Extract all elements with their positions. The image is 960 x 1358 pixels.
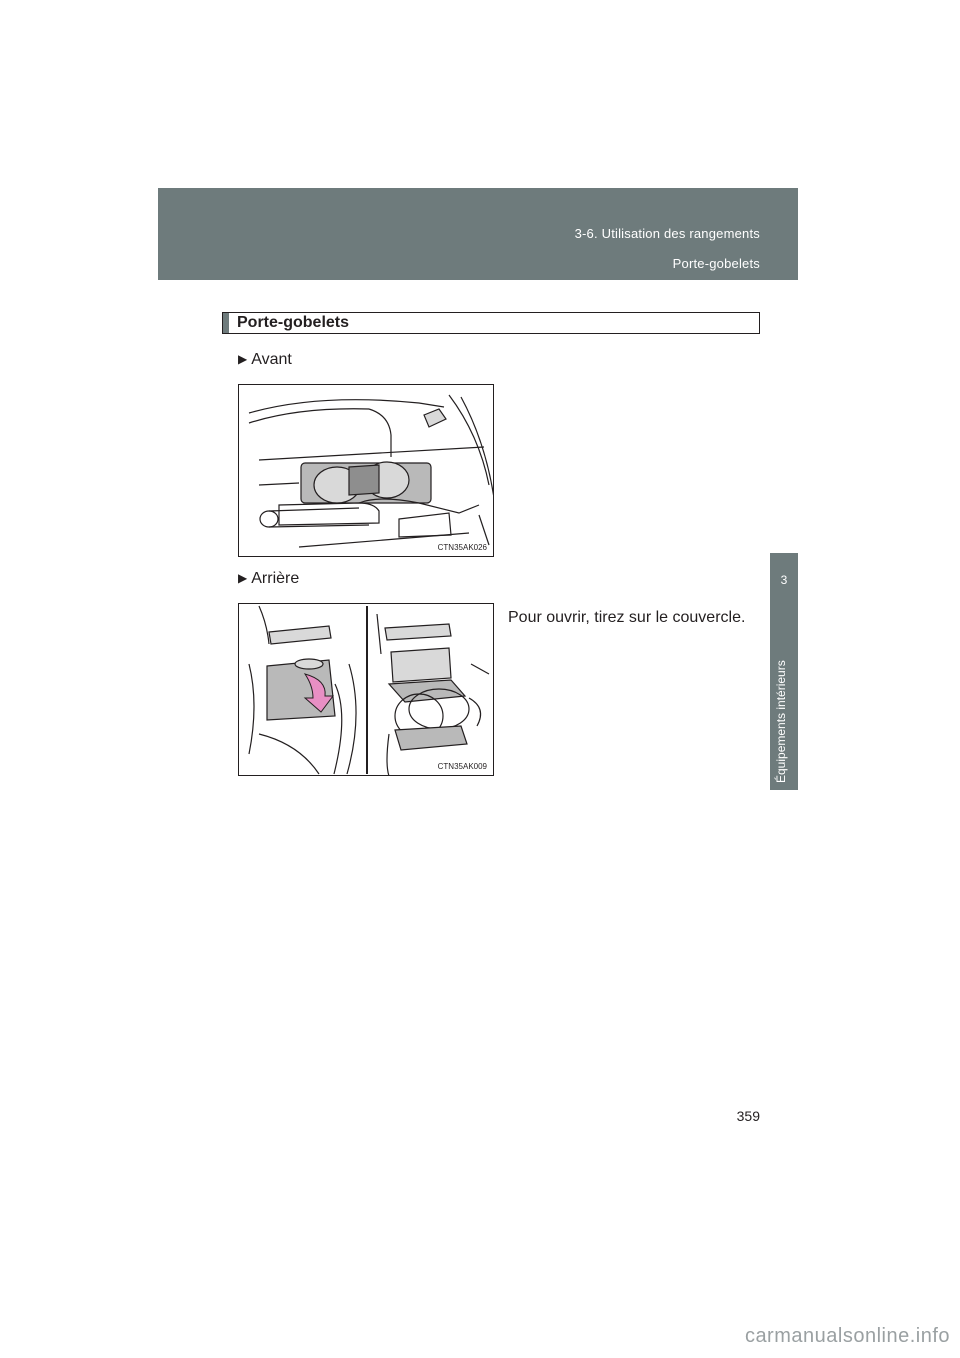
front-cupholder-illustration	[239, 385, 494, 557]
chapter-label: Équipements intérieurs	[774, 660, 788, 783]
section-heading	[222, 312, 760, 334]
section-heading-title: Porte-gobelets	[237, 314, 350, 331]
rear-cupholder-illustration	[239, 604, 494, 776]
figure-code-front: CTN35AK026	[437, 543, 487, 552]
bullet-front	[238, 351, 292, 369]
section-heading-accent	[223, 313, 229, 333]
chapter-side-tab[interactable]	[770, 553, 798, 790]
header-section-title: 3-6. Utilisation des rangements	[574, 226, 760, 241]
figure-code-rear: CTN35AK009	[437, 762, 487, 771]
watermark: carmanualsonline.info	[744, 1325, 950, 1347]
bullet-front-label: Avant	[251, 351, 292, 368]
triangle-right-icon: ▶	[238, 571, 248, 585]
header-band	[158, 188, 798, 280]
front-cupholder-figure	[238, 384, 494, 557]
bullet-rear-label: Arrière	[251, 570, 300, 587]
triangle-right-icon: ▶	[238, 352, 248, 366]
chapter-number: 3	[780, 573, 788, 587]
page-number: 359	[736, 1108, 760, 1124]
header-subsection-title: Porte-gobelets	[672, 256, 760, 271]
bullet-rear	[238, 570, 299, 588]
rear-cupholder-description: Pour ouvrir, tirez sur le couvercle.	[508, 609, 746, 626]
rear-cupholder-figure	[238, 603, 494, 776]
